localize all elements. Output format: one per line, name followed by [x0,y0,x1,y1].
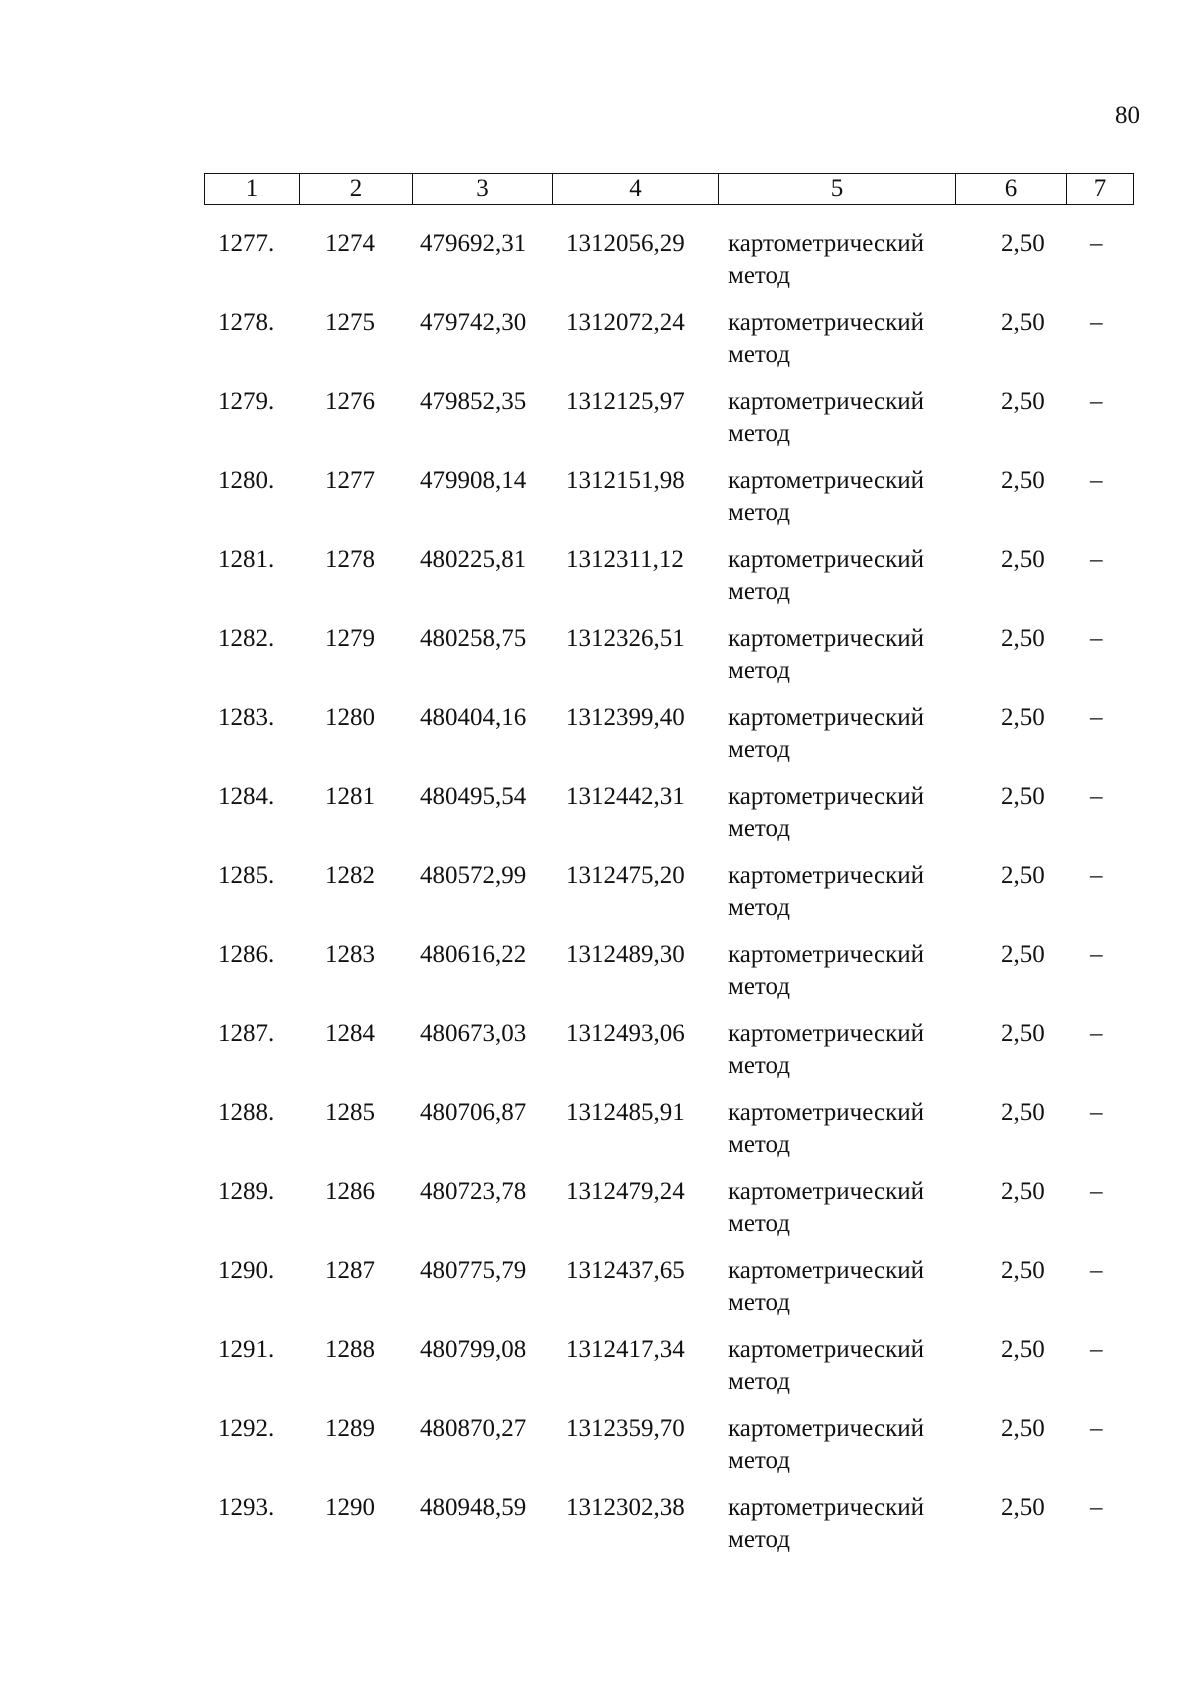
method-line-2: метод [728,341,791,368]
accuracy-value: 2,50 [1001,467,1045,494]
method-line-2: метод [728,499,791,526]
method-line-2: метод [728,657,791,684]
note-value: – [1090,862,1103,889]
method-line-2: метод [728,1447,791,1474]
accuracy-value: 2,50 [1001,546,1045,573]
method-line-2: метод [728,1052,791,1079]
method-line-1: картометрический [728,1099,924,1126]
accuracy-value: 2,50 [1001,783,1045,810]
table-row [204,939,1134,1018]
table-row [204,702,1134,781]
column-header-3: 3 [413,174,553,205]
coordinate-y: 1312399,40 [566,704,685,731]
accuracy-value: 2,50 [1001,625,1045,652]
row-number: 1293. [218,1494,275,1521]
note-value: – [1090,941,1103,968]
method-line-1: картометрический [728,1494,924,1521]
table-row [204,1413,1134,1492]
accuracy-value: 2,50 [1001,704,1045,731]
method-line-1: картометрический [728,309,924,336]
coordinate-y: 1312056,29 [566,230,685,257]
column-header-7: 7 [1067,174,1134,205]
point-number: 1275 [325,309,375,336]
row-number: 1277. [218,230,275,257]
method-cell [728,623,924,687]
coordinate-y: 1312151,98 [566,467,685,494]
coordinate-y: 1312437,65 [566,1257,685,1284]
row-number: 1292. [218,1415,275,1442]
table-row [204,544,1134,623]
table-row [204,465,1134,544]
method-cell [728,1097,924,1161]
method-line-1: картометрический [728,1336,924,1363]
table-row [204,1255,1134,1334]
coordinate-x: 479742,30 [420,309,527,336]
note-value: – [1090,625,1103,652]
point-number: 1278 [325,546,375,573]
column-header-4: 4 [553,174,719,205]
accuracy-value: 2,50 [1001,388,1045,415]
method-cell [728,1176,924,1240]
method-line-1: картометрический [728,546,924,573]
column-header-table [204,173,1134,205]
table-row [204,1018,1134,1097]
note-value: – [1090,1494,1103,1521]
method-cell [728,939,924,1003]
row-number: 1283. [218,704,275,731]
row-number: 1286. [218,941,275,968]
coordinates-table-body [204,228,1134,1571]
method-line-1: картометрический [728,941,924,968]
coordinate-y: 1312479,24 [566,1178,685,1205]
table-row [204,1097,1134,1176]
note-value: – [1090,467,1103,494]
row-number: 1290. [218,1257,275,1284]
column-header-2: 2 [300,174,413,205]
method-cell [728,781,924,845]
row-number: 1287. [218,1020,275,1047]
method-line-2: метод [728,1368,791,1395]
coordinate-x: 480616,22 [420,941,527,968]
coordinate-x: 479852,35 [420,388,527,415]
method-line-2: метод [728,262,791,289]
table-row [204,781,1134,860]
point-number: 1287 [325,1257,375,1284]
row-number: 1288. [218,1099,275,1126]
coordinate-x: 480225,81 [420,546,527,573]
point-number: 1274 [325,230,375,257]
method-cell [728,1255,924,1319]
accuracy-value: 2,50 [1001,230,1045,257]
point-number: 1277 [325,467,375,494]
accuracy-value: 2,50 [1001,309,1045,336]
row-number: 1284. [218,783,275,810]
coordinate-x: 480775,79 [420,1257,527,1284]
point-number: 1282 [325,862,375,889]
accuracy-value: 2,50 [1001,1336,1045,1363]
table-row [204,1176,1134,1255]
coordinate-y: 1312475,20 [566,862,685,889]
method-cell [728,702,924,766]
point-number: 1285 [325,1099,375,1126]
coordinate-y: 1312302,38 [566,1494,685,1521]
column-header-1: 1 [205,174,300,205]
point-number: 1286 [325,1178,375,1205]
point-number: 1283 [325,941,375,968]
method-cell [728,465,924,529]
coordinate-y: 1312417,34 [566,1336,685,1363]
method-line-2: метод [728,1526,791,1553]
coordinate-y: 1312326,51 [566,625,685,652]
coordinate-y: 1312442,31 [566,783,685,810]
coordinate-x: 480495,54 [420,783,527,810]
note-value: – [1090,546,1103,573]
coordinate-x: 480948,59 [420,1494,527,1521]
note-value: – [1090,309,1103,336]
method-line-2: метод [728,973,791,1000]
method-cell [728,386,924,450]
coordinate-y: 1312359,70 [566,1415,685,1442]
method-line-2: метод [728,1289,791,1316]
note-value: – [1090,1415,1103,1442]
coordinate-x: 480673,03 [420,1020,527,1047]
accuracy-value: 2,50 [1001,1020,1045,1047]
method-line-1: картометрический [728,625,924,652]
row-number: 1279. [218,388,275,415]
row-number: 1282. [218,625,275,652]
coordinate-y: 1312125,97 [566,388,685,415]
coordinate-x: 480404,16 [420,704,527,731]
note-value: – [1090,1178,1103,1205]
note-value: – [1090,783,1103,810]
method-cell [728,544,924,608]
accuracy-value: 2,50 [1001,1415,1045,1442]
table-row [204,1334,1134,1413]
point-number: 1280 [325,704,375,731]
coordinate-y: 1312485,91 [566,1099,685,1126]
column-header-6: 6 [956,174,1067,205]
method-line-1: картометрический [728,1415,924,1442]
row-number: 1291. [218,1336,275,1363]
coordinate-x: 480870,27 [420,1415,527,1442]
table-row [204,623,1134,702]
coordinate-x: 480706,87 [420,1099,527,1126]
note-value: – [1090,704,1103,731]
coordinate-x: 480572,99 [420,862,527,889]
method-line-2: метод [728,815,791,842]
accuracy-value: 2,50 [1001,1178,1045,1205]
method-line-2: метод [728,578,791,605]
row-number: 1285. [218,862,275,889]
method-line-1: картометрический [728,1257,924,1284]
method-line-2: метод [728,894,791,921]
accuracy-value: 2,50 [1001,1257,1045,1284]
coordinate-x: 480723,78 [420,1178,527,1205]
column-header-5: 5 [719,174,956,205]
method-line-2: метод [728,736,791,763]
point-number: 1279 [325,625,375,652]
method-line-1: картометрический [728,862,924,889]
table-row [204,228,1134,307]
coordinate-x: 479692,31 [420,230,527,257]
note-value: – [1090,1257,1103,1284]
method-cell [728,1413,924,1477]
method-cell [728,1492,924,1556]
method-line-2: метод [728,1131,791,1158]
coordinate-x: 480799,08 [420,1336,527,1363]
row-number: 1280. [218,467,275,494]
method-line-1: картометрический [728,1020,924,1047]
method-cell [728,860,924,924]
coordinate-y: 1312072,24 [566,309,685,336]
point-number: 1288 [325,1336,375,1363]
point-number: 1276 [325,388,375,415]
note-value: – [1090,1020,1103,1047]
row-number: 1289. [218,1178,275,1205]
accuracy-value: 2,50 [1001,1494,1045,1521]
table-row [204,307,1134,386]
table-row [204,386,1134,465]
method-line-1: картометрический [728,230,924,257]
method-line-2: метод [728,420,791,447]
method-cell [728,1018,924,1082]
note-value: – [1090,1099,1103,1126]
coordinate-y: 1312311,12 [566,546,684,573]
method-line-1: картометрический [728,1178,924,1205]
point-number: 1289 [325,1415,375,1442]
accuracy-value: 2,50 [1001,862,1045,889]
accuracy-value: 2,50 [1001,941,1045,968]
table-row [204,860,1134,939]
table-row [204,1492,1134,1571]
coordinate-y: 1312489,30 [566,941,685,968]
method-line-2: метод [728,1210,791,1237]
coordinate-y: 1312493,06 [566,1020,685,1047]
row-number: 1281. [218,546,275,573]
accuracy-value: 2,50 [1001,1099,1045,1126]
page-number: 80 [1115,102,1140,129]
method-line-1: картометрический [728,783,924,810]
coordinate-x: 479908,14 [420,467,527,494]
point-number: 1290 [325,1494,375,1521]
method-line-1: картометрический [728,467,924,494]
column-header-row [205,174,1134,205]
method-cell [728,1334,924,1398]
coordinate-x: 480258,75 [420,625,527,652]
method-cell [728,307,924,371]
method-line-1: картометрический [728,388,924,415]
row-number: 1278. [218,309,275,336]
note-value: – [1090,388,1103,415]
method-cell [728,228,924,292]
point-number: 1281 [325,783,375,810]
point-number: 1284 [325,1020,375,1047]
note-value: – [1090,1336,1103,1363]
method-line-1: картометрический [728,704,924,731]
note-value: – [1090,230,1103,257]
